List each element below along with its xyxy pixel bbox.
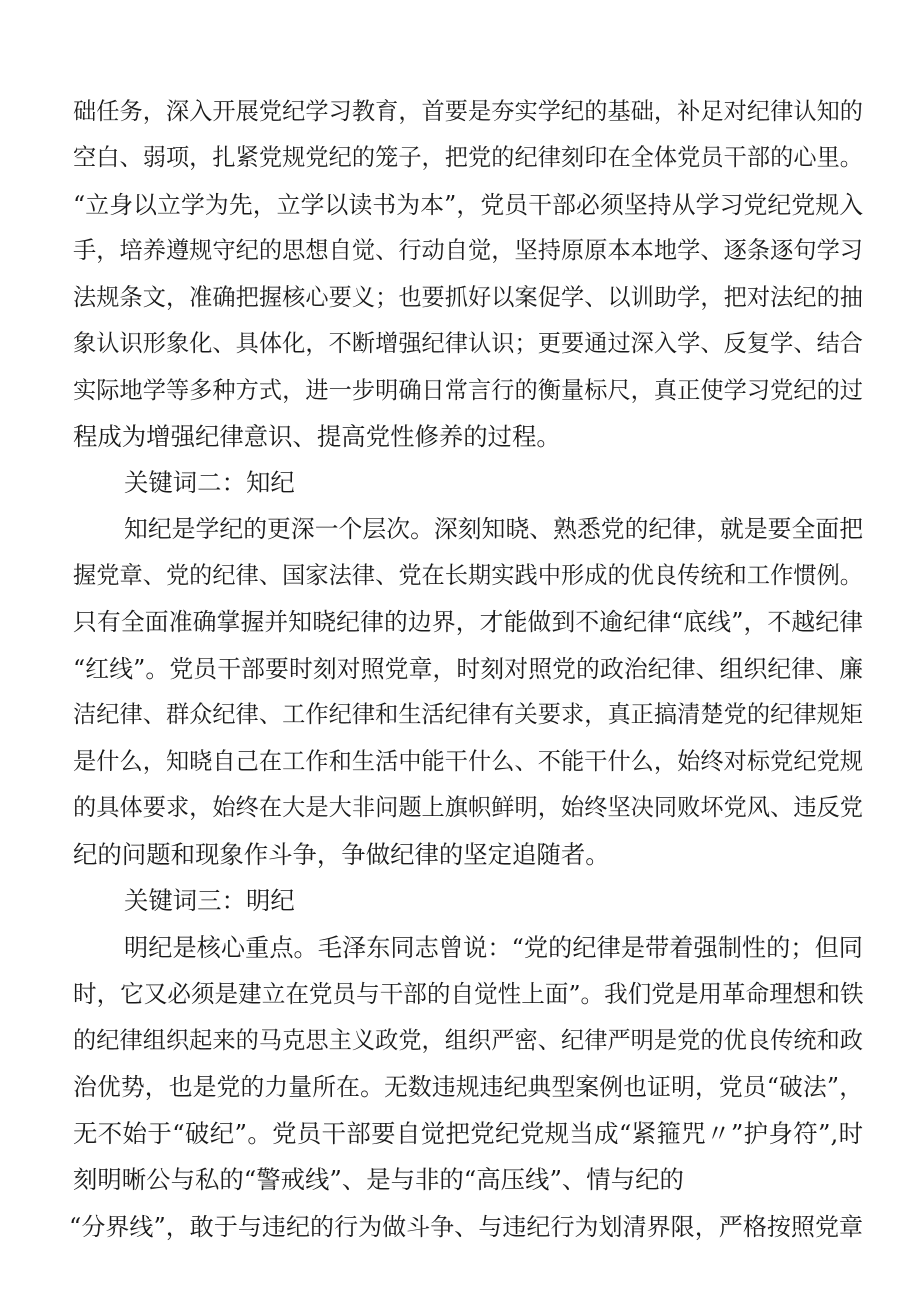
text-line: “红线”。党员干部要时刻对照党章，时刻对照党的政治纪律、组织纪律、廉: [73, 655, 863, 683]
text-line: 治优势，也是党的力量所在。无数违规违纪典型案例也证明，党员“破法”，: [73, 1073, 863, 1101]
text-line: 无不始于“破纪”。党员干部要自觉把党纪党规当成“紧箍咒〃”护身符”,时: [73, 1119, 863, 1148]
paragraph-first-line: 知纪是学纪的更深一个层次。深刻知晓、熟悉党的纪律，就是要全面把: [124, 515, 863, 543]
text-line: 只有全面准确掌握并知晓纪律的边界，才能做到不逾纪律“底线”，不越纪律: [73, 608, 863, 636]
text-line: 手，培养遵规守纪的思想自觉、行动自觉，坚持原原本本地学、逐条逐句学习: [73, 237, 863, 264]
text-line: “立身以立学为先，立学以读书为本”，党员干部必须坚持从学习党纪党规入: [73, 191, 863, 219]
text-line: 象认识形象化、具体化，不断增强纪律认识；更要通过深入学、反复学、结合: [73, 330, 863, 357]
text-line: 握党章、党的纪律、国家法律、党在长期实践中形成的优良传统和工作惯例。: [73, 562, 863, 589]
text-line: 纪的问题和现象作斗争，争做纪律的坚定追随者。: [73, 840, 610, 869]
text-line: 时，它又必须是建立在党员与干部的自觉性上面”。我们党是用革命理想和铁: [73, 980, 864, 1008]
text-line: 刻明晰公与私的“警戒线”、是与非的“高压线”、情与纪的: [73, 1165, 684, 1194]
text-line: 实际地学等多种方式，进一步明确日常言行的衡量标尺，真正使学习党纪的过: [73, 377, 863, 404]
text-line: 的具体要求，始终在大是大非问题上旗帜鲜明，始终坚决同败坏党风、违反党: [73, 794, 863, 821]
text-line: 的纪律组织起来的马克思主义政党，组织严密、纪律严明是党的优良传统和政: [73, 1027, 863, 1054]
section-heading-3: 关键词三：明纪: [124, 886, 295, 915]
text-line: “分界线”，敢于与违纪的行为做斗争、与违纪行为划清界限，严格按照党章: [69, 1213, 863, 1241]
text-line: 础任务，深入开展党纪学习教育，首要是夯实学纪的基础，补足对纪律认知的: [73, 98, 863, 125]
text-line: 程成为增强纪律意识、提高党性修养的过程。: [73, 422, 561, 451]
text-line: 洁纪律、群众纪律、工作纪律和生活纪律有关要求，真正搞清楚党的纪律规矩: [73, 701, 863, 728]
paragraph-first-line: 明纪是核心重点。毛泽东同志曾说：“党的纪律是带着强制性的；但同: [124, 934, 863, 962]
text-line: 空白、弱项，扎紧党规党纪的笼子，把党的纪律刻印在全体党员干部的心里。: [73, 144, 863, 171]
text-line: 是什么，知晓自己在工作和生活中能干什么、不能干什么，始终对标党纪党规: [73, 748, 863, 775]
section-heading-2: 关键词二：知纪: [124, 468, 295, 497]
text-line: 法规条文，准确把握核心要义；也要抓好以案促学、以训助学，把对法纪的抽: [73, 284, 863, 311]
